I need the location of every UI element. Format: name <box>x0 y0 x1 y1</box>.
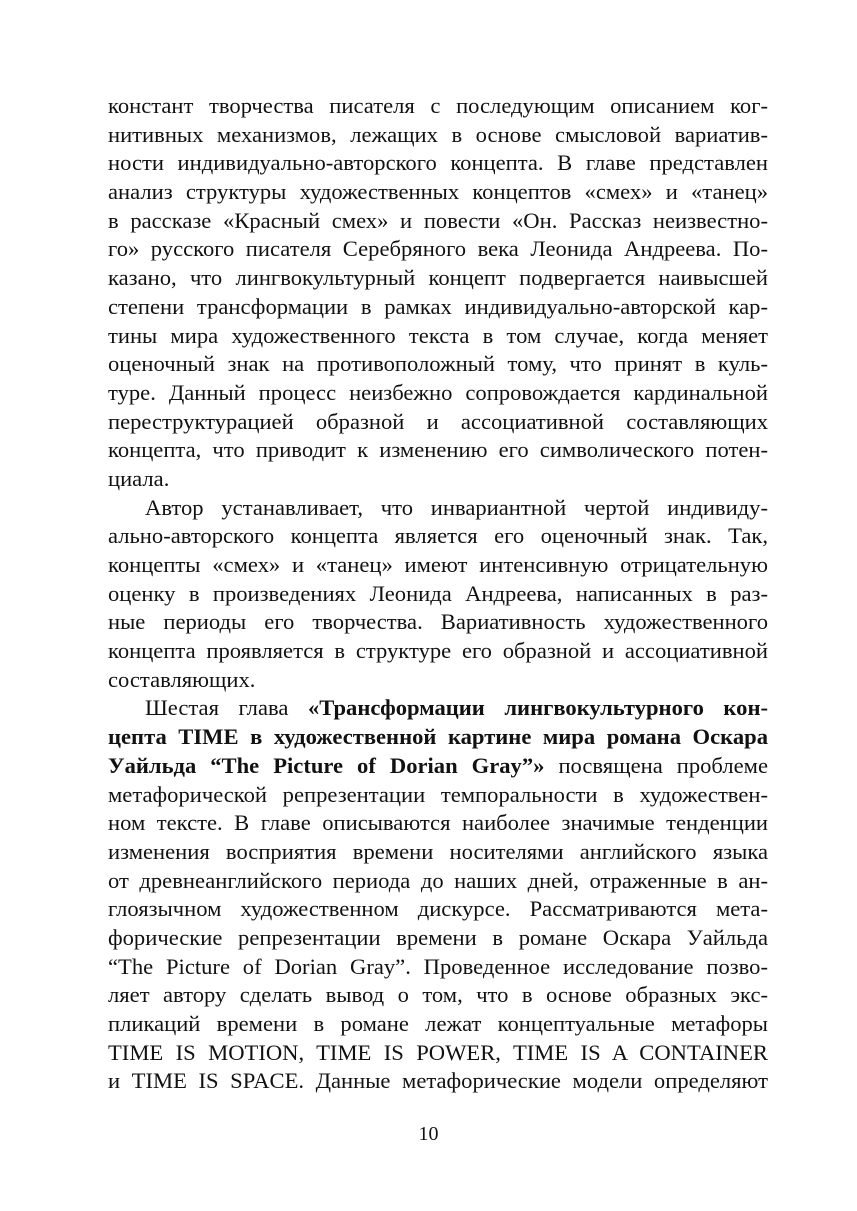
text-line: ном тексте. В главе описываются наиболее значимые тенденции <box>108 810 768 836</box>
text-line: тины мира художественного текста в том случае, когда меняет <box>108 322 768 348</box>
text-line: циала. <box>108 465 170 491</box>
text-run: посвящена проблеме <box>544 752 768 778</box>
text-line: пликаций времени в романе лежат концептуальные метафоры <box>108 1011 768 1036</box>
text-line: изменения восприятия времени носителями английского языка <box>108 838 768 864</box>
text-line: Автор устанавливает, что инвариантной чертой индивиду- <box>145 494 768 520</box>
text-line: го» русского писателя Серебряного века Леонида Андреева. По- <box>108 236 768 262</box>
text-line: констант творчества писателя с последующим описанием ког- <box>108 93 768 118</box>
chapter-title: цепта TIME в художественной картине мира романа Оскара <box>108 724 768 750</box>
text-line: форические репрезентации времени в романе Оскара Уайльда <box>108 924 768 950</box>
text-line: TIME IS MOTION, TIME IS POWER, TIME IS A CONTAINER <box>108 1039 768 1065</box>
text-line: составляющих. <box>108 666 256 692</box>
text-line: и TIME IS SPACE. Данные метафорические модели определяют <box>108 1068 768 1094</box>
text-line: концепта проявляется в структуре его образной и ассоциативной <box>108 638 768 664</box>
text-line <box>108 694 768 723</box>
paragraph-1 <box>108 92 768 494</box>
text-line <box>108 752 768 781</box>
text-line: переструктурацией образной и ассоциативной составляющих <box>108 408 768 434</box>
chapter-title: «Трансформации лингвокультурного кон- <box>307 695 768 721</box>
text-line: ально-авторского концепта является его оценочный знак. Так, <box>108 523 768 549</box>
text-line: “The Picture of Dorian Gray”. Проведенное исследование позво- <box>108 953 768 979</box>
text-line: оценку в произведениях Леонида Андреева, написанных в раз- <box>108 580 768 606</box>
paragraph-2 <box>108 494 768 695</box>
text-line: оценочный знак на противоположный тому, что принят в куль- <box>108 351 768 377</box>
text-line: от древнеанглийского периода до наших дней, отраженные в ан- <box>108 867 768 893</box>
text-line: анализ структуры художественных концептов «смех» и «танец» <box>108 179 768 205</box>
text-line: глоязычном художественном дискурсе. Рассматриваются мета- <box>108 896 768 922</box>
document-page <box>108 92 768 1096</box>
text-line: казано, что лингвокультурный концепт подвергается наивысшей <box>108 265 768 291</box>
text-line: концепта, что приводит к изменению его символического потен- <box>108 437 768 463</box>
text-line: ные периоды его творчества. Вариативность художественного <box>108 609 768 635</box>
page-number: 10 <box>418 1123 439 1145</box>
text-line: в рассказе «Красный смех» и повести «Он. Рассказ неизвестно- <box>108 207 768 233</box>
chapter-title: Уайльда “The Picture of Dorian Gray”» <box>108 752 545 778</box>
paragraph-3 <box>108 694 768 1096</box>
text-line: нитивных механизмов, лежащих в основе смысловой вариатив- <box>108 121 768 147</box>
text-line: ности индивидуально-авторского концепта. В главе представлен <box>108 150 768 176</box>
text-run: Шестая глава <box>145 695 308 721</box>
text-line: концепты «смех» и «танец» имеют интенсивную отрицательную <box>108 552 768 577</box>
text-line: степени трансформации в рамках индивидуально-авторской кар- <box>108 293 768 319</box>
text-line: метафорической репрезентации темпоральности в художествен- <box>108 781 768 807</box>
text-line: ляет автору сделать вывод о том, что в основе образных экс- <box>108 982 768 1008</box>
text-line: туре. Данный процесс неизбежно сопровождается кардинальной <box>108 379 768 405</box>
